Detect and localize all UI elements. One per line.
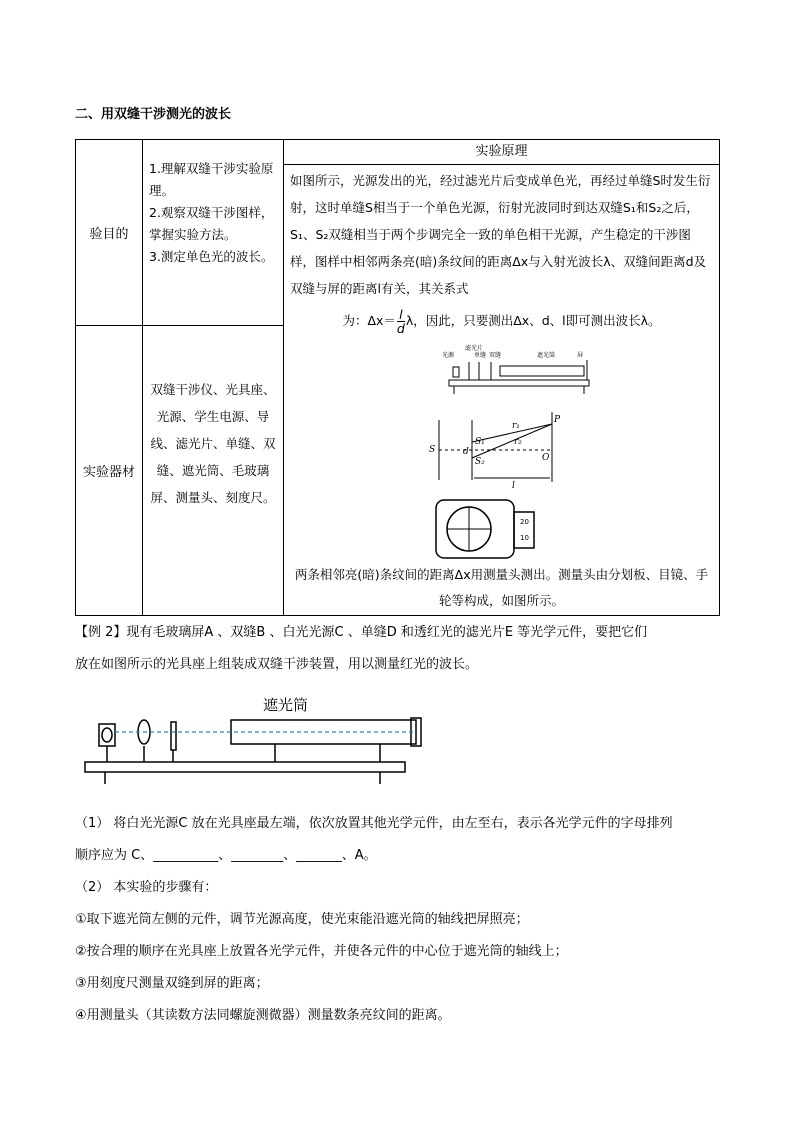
equipment-label: 实验器材 [82,465,135,480]
label-r1: r₁ [512,421,520,431]
label-S: S [429,445,436,455]
example-line-1: 【例 2】现有毛玻璃屏A 、双缝B 、白光光源C 、单缝D 和透红光的滤光片E 等光学元件，要把它们 [75,625,648,640]
optical-bench-figure [75,690,435,790]
experiment-table [75,139,720,616]
bench-base [85,762,405,772]
question-1-line-1: （1） 将白光光源C 放在光具座最左端，依次放置其他光学元件，由左至右，表示各光学元件的字母排列 [75,816,673,831]
purpose-item: 3.测定单色光的波长。 [149,249,274,264]
principle-cell [284,140,720,616]
formula-suffix: λ，因此，只要测出Δx、d、l即可测出波长λ。 [405,313,661,328]
label-l: l [512,481,515,491]
equipment-label-cell [76,326,143,616]
scale-top: 20 [520,518,529,526]
purpose-label-cell [76,140,143,326]
label-filter: 滤光片 [465,345,484,352]
purpose-cell [143,140,284,326]
equipment-cell [143,326,284,616]
label-S2: S₂ [475,457,485,467]
label-d: d [463,447,469,457]
principle-formula [284,302,719,340]
equipment-text: 双缝干涉仪、光具座、光源、学生电源、导线、滤光片、单缝、双缝、遮光筒、毛玻璃屏、测量头、刻度尺。 [150,382,276,505]
interference-geometry [439,412,552,482]
principle-footer: 两条相邻亮(暗)条纹间的距离Δx用测量头测出。测量头由分划板、目镜、手轮等构成，如图所示。 [294,567,709,608]
question-2-title: （2） 本实验的步骤有： [75,880,218,895]
label-double: 双缝 [489,352,502,359]
label-screen: 屏 [577,352,584,359]
label-tube: 遮光筒 [537,352,556,359]
label-P: P [554,415,561,425]
step-4: ④用测量头（其读数方法同螺旋测微器）测量数条亮纹间的距离。 [75,1008,451,1023]
principle-diagrams [284,340,719,562]
label-r2: r₂ [514,437,522,447]
apparatus-diagrams [284,340,721,562]
section-heading: 二、用双缝干涉测光的波长 [75,107,232,122]
bench-rail [449,380,589,386]
formula-denominator: d [396,321,405,336]
example-line-2: 放在如图所示的光具座上组装成双缝干涉装置，用以测量红光的波长。 [75,657,479,672]
question-1-line-2: 顺序应为 C、__________、________、_______、A。 [75,848,377,863]
principle-header: 实验原理 [284,140,719,165]
tube-label: 遮光筒 [263,696,309,714]
step-3: ③用刻度尺测量双缝到屏的距离； [75,976,269,991]
label-O: O [542,453,550,463]
purpose-item: 1.理解双缝干涉实验原理。 [149,161,274,198]
formula-numerator: l [397,308,405,322]
lamp-bulb [102,728,112,742]
bench-tube [500,366,584,376]
bench-lamp [453,367,459,377]
bench-sketch [449,360,589,394]
formula-fraction [397,308,405,335]
slit-holder [171,722,176,750]
measuring-head [436,500,534,558]
purpose-label: 验目的 [89,227,129,242]
label-S1: S₁ [475,437,485,447]
purpose-item: 2.观察双缝干涉图样，掌握实验方法。 [149,205,274,242]
principle-text: 如图所示，光源发出的光，经过滤光片后变成单色光，再经过单缝S时发生衍射，这时单缝S相当于一个单色光源，衍射光波同时到达双缝S₁和S₂之后，S₁、S₂双缝相当于两个步调完全一致的单色相干光源，产生稳定的干涉图样，图样中相邻两条亮(暗)条纹间的距离Δx与入射光波长λ、双缝间距离d及双缝与屏的距离l有关，其关系式 [290,173,711,296]
label-single: 单缝 [474,352,487,359]
step-1: ①取下遮光筒左侧的元件，调节光源高度，使光束能沿遮光筒的轴线把屏照亮； [75,912,529,927]
formula-prefix: 为：Δx＝ [342,313,396,328]
scale-bottom: 10 [520,534,529,542]
step-2: ②按合理的顺序在光具座上放置各光学元件，并使各元件的中心位于遮光筒的轴线上； [75,944,568,959]
label-light: 光源 [442,352,455,359]
